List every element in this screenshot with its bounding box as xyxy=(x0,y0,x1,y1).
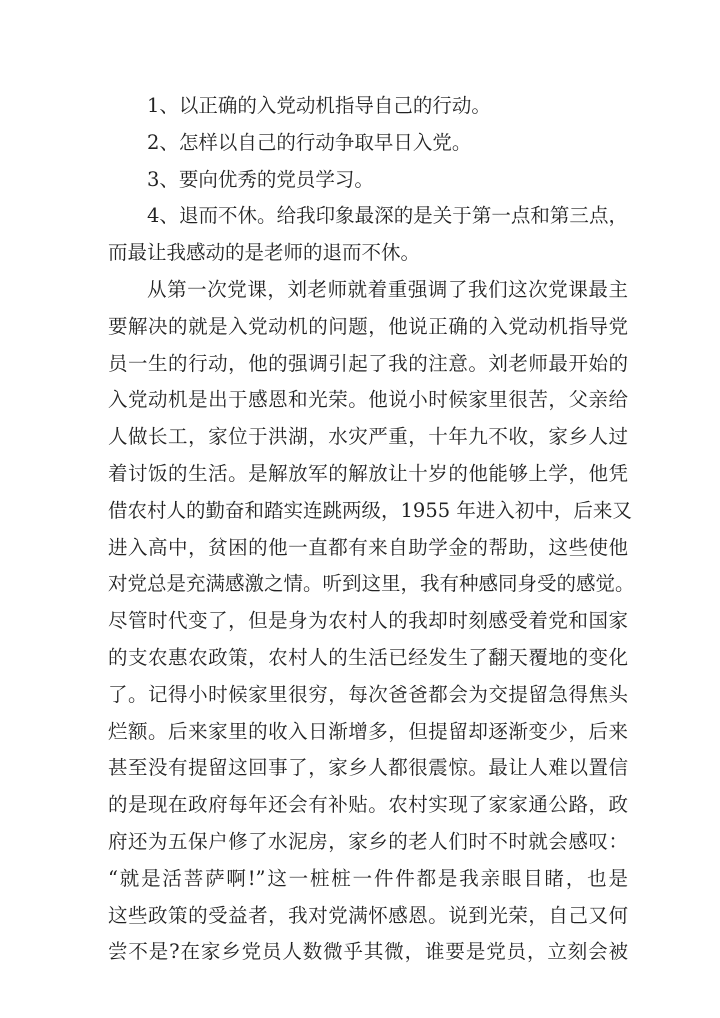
paragraph-line: 尽管时代变了，但是身为农村人的我却时刻感受着党和国家 xyxy=(108,609,628,633)
paragraph-line: 借农村人的勤奋和踏实连跳两级，1955 年进入初中，后来又 xyxy=(108,498,632,522)
paragraph-line: 的是现在政府每年还会有补贴。农村实现了家家通公路，政 xyxy=(108,793,628,817)
list-item-2: 2、怎样以自己的行动争取早日入党。 xyxy=(147,130,472,154)
paragraph-line: 甚至没有提留这回事了，家乡人都很震惊。最让人难以置信 xyxy=(108,756,628,780)
paragraph-line: 了。记得小时候家里很穷，每次爸爸都会为交提留急得焦头 xyxy=(108,682,628,706)
paragraph-line: 进入高中，贫困的他一直都有来自助学金的帮助，这些使他 xyxy=(108,535,628,559)
paragraph-line: 入党动机是出于感恩和光荣。他说小时候家里很苦，父亲给 xyxy=(108,388,628,412)
paragraph-line: 这些政策的受益者，我对党满怀感恩。说到光荣，自己又何 xyxy=(108,903,628,927)
list-item-1: 1、以正确的入党动机指导自己的行动。 xyxy=(147,94,491,117)
paragraph-line: “就是活菩萨啊!”这一桩桩一件件都是我亲眼目睹，也是 xyxy=(108,866,628,890)
paragraph-line: 着讨饭的生活。是解放军的解放让十岁的他能够上学，他凭 xyxy=(108,461,628,485)
paragraph-line: 府还为五保户修了水泥房，家乡的老人们时不时就会感叹： xyxy=(108,829,628,853)
paragraph-line: 的支农惠农政策，农村人的生活已经发生了翻天覆地的变化 xyxy=(108,645,628,669)
list-item-4: 4、退而不休。给我印象最深的是关于第一点和第三点， xyxy=(147,204,628,228)
paragraph-line: 人做长工，家位于洪湖，水灾严重，十年九不收，家乡人过 xyxy=(108,425,628,449)
paragraph-line: 从第一次党课，刘老师就着重强调了我们这次党课最主 xyxy=(147,277,628,301)
paragraph-line: 要解决的就是入党动机的问题，他说正确的入党动机指导党 xyxy=(108,314,628,338)
paragraph-line: 烂额。后来家里的收入日渐增多，但提留却逐渐变少，后来 xyxy=(108,719,628,743)
paragraph-line: 员一生的行动，他的强调引起了我的注意。刘老师最开始的 xyxy=(108,351,628,375)
paragraph-line: 尝不是?在家乡党员人数微乎其微，谁要是党员，立刻会被 xyxy=(108,940,628,964)
document-body xyxy=(108,88,635,971)
paragraph-line: 对党总是充满感激之情。听到这里，我有种感同身受的感觉。 xyxy=(108,572,635,596)
list-item-4-continuation: 而最让我感动的是老师的退而不休。 xyxy=(108,241,421,265)
list-item-3: 3、要向优秀的党员学习。 xyxy=(147,167,374,191)
